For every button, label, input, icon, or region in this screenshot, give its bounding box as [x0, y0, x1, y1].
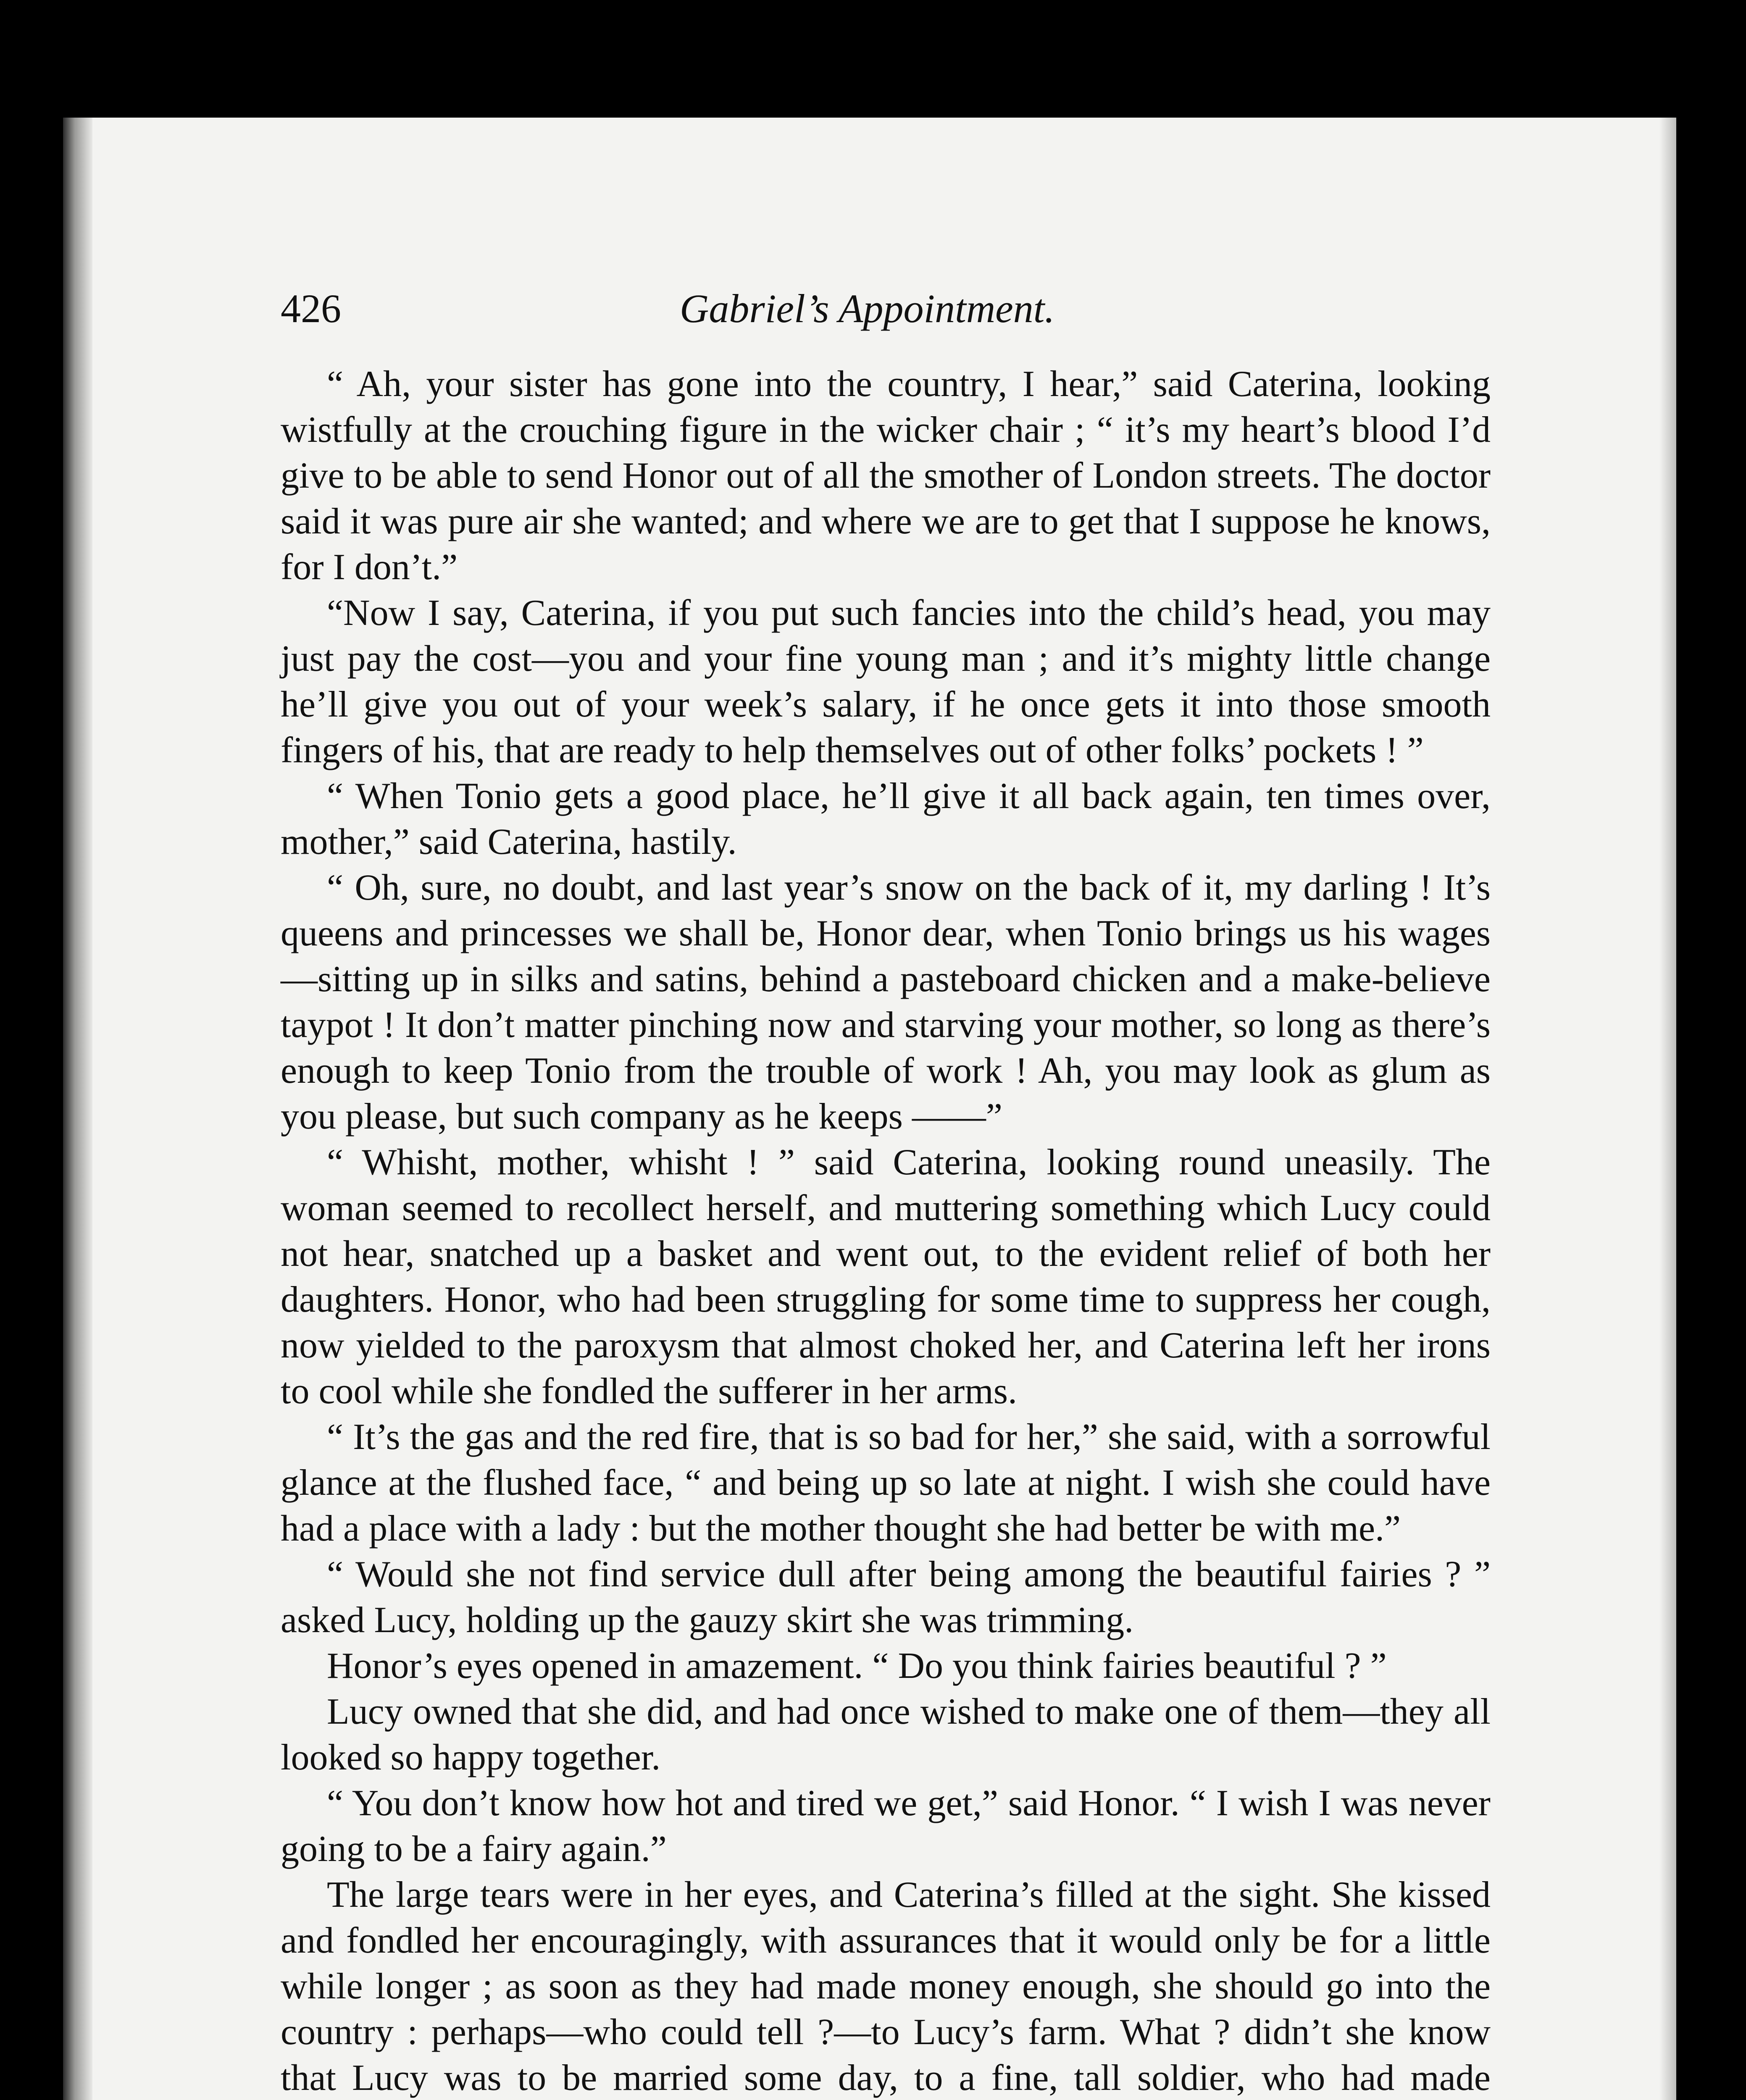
paragraph: “ Whisht, mother, whisht ! ” said Caterina, looking round uneasily. The woman seemed to recollect herself, and muttering something which Lucy could not hear, snatched up a basket and went out, to the evident relief of both her daughters. Honor, who had been struggling for some time to suppress her cough, now yielded to the paroxysm that almost choked her, and Caterina left her irons to cool while she fondled the sufferer in her arms. [281, 1142, 1491, 1412]
paragraph: “Now I say, Caterina, if you put such fancies into the child’s head, you may just pay the cost—you and your fine young man ; and it’s mighty little change he’ll give you out of your week’s salary, if he once gets it into those smooth fingers of his, that are ready to help themselves out of other folks’ pockets ! ” [281, 593, 1491, 771]
paragraph: “ It’s the gas and the red fire, that is so bad for her,” she said, with a sorrowful glance at the flushed face, “ and being up so late at night. I wish she could have had a place with a lady : but the mother thought she had better be with me.” [281, 1417, 1491, 1549]
page-number: 426 [281, 286, 341, 331]
page-edge-shadow [1659, 118, 1676, 2100]
paragraph: The large tears were in her eyes, and Caterina’s filled at the sight. She kissed and fondled her encouragingly, with assurances that it would only be for a little while longer ; as soon as they had made money enough, she should go into the country : perhaps—who could tell ?—to Lucy’s farm. What ? didn’t she know that Lucy was to be married some day, to a fine, tall soldier, who had made [281, 1874, 1491, 2098]
body-text [281, 361, 1491, 2100]
paragraph: “ When Tonio gets a good place, he’ll give it all back again, ten times over, mother,” said Caterina, hastily. [281, 776, 1491, 862]
paragraph: “ Would she not find service dull after being among the beautiful fairies ? ” asked Lucy, holding up the gauzy skirt she was trimming. [281, 1554, 1491, 1641]
paragraph: “ Oh, sure, no doubt, and last year’s snow on the back of it, my darling ! It’s queens and princesses we shall be, Honor dear, when Tonio brings us his wages—sitting up in silks and satins, behind a pasteboard chicken and a make-believe taypot ! It don’t matter pinching now and starving your mother, so long as there’s enough to keep Tonio from the trouble of work ! Ah, you may look as glum as you please, but such company as he keeps ——” [281, 867, 1491, 1137]
running-header [281, 277, 1415, 340]
paragraph: “ Ah, your sister has gone into the country, I hear,” said Caterina, looking wistfully at the crouching figure in the wicker chair ; “ it’s my heart’s blood I’d give to be able to send Honor out of all the smother of London streets. The doctor said it was pure air she wanted; and where we are to get that I suppose he knows, for I don’t.” [281, 364, 1491, 588]
paragraph: Honor’s eyes opened in amazement. “ Do you think fairies beautiful ? ” [327, 1646, 1387, 1686]
paragraph: “ You don’t know how hot and tired we get,” said Honor. “ I wish I was never going to be a fairy again.” [281, 1783, 1491, 1869]
page-gutter-shadow [63, 118, 92, 2100]
paragraph: Lucy owned that she did, and had once wished to make one of them—they all looked so happy together. [281, 1691, 1491, 1778]
running-title: Gabriel’s Appointment. [680, 286, 1055, 331]
